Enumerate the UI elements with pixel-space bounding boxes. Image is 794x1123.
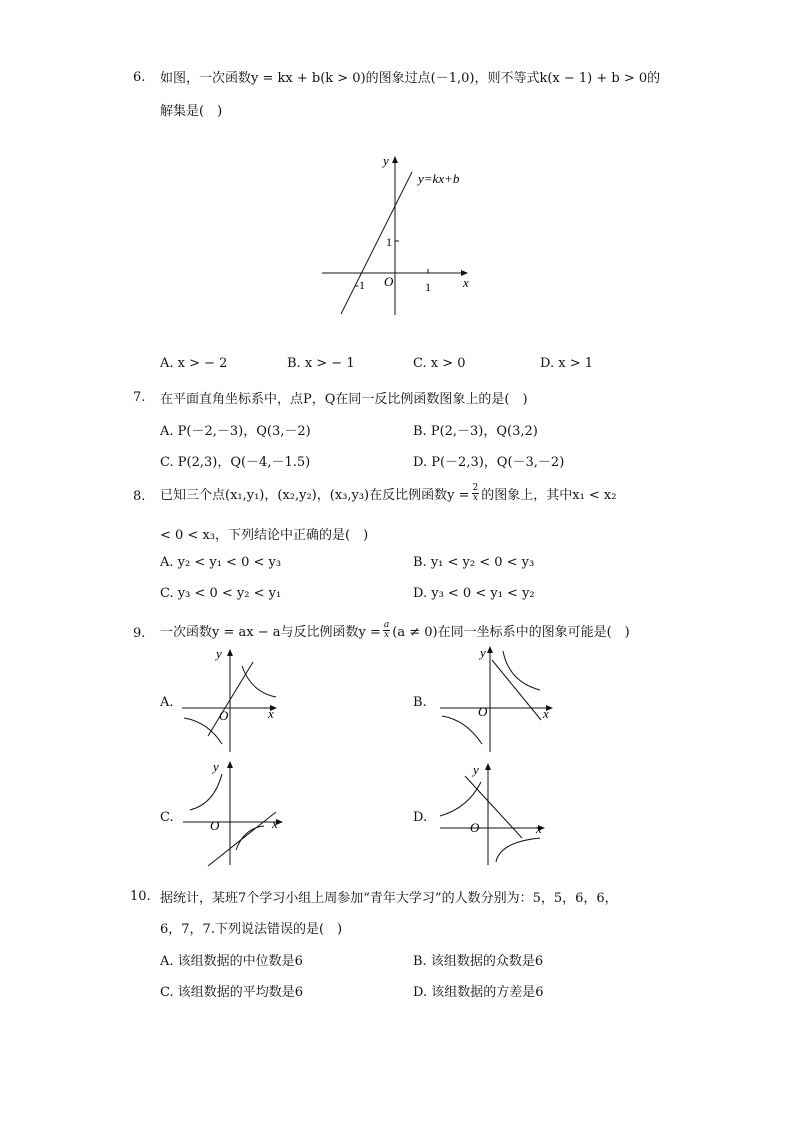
- line-label: y=kx+b: [418, 171, 460, 186]
- question-7-option-c[interactable]: C. P(2,3)，Q(－4,－1.5): [160, 455, 311, 470]
- question-6-stem-line2: 解集是( ): [160, 104, 223, 119]
- question-9-graph-d[interactable]: [0, 755, 794, 875]
- origin-label: O: [384, 274, 394, 289]
- question-6-stem-line1: 如图，一次函数y = kx + b(k > 0)的图象过点(－1,0)，则不等式k(x − 1) + b > 0的: [160, 71, 661, 86]
- question-9-option-d[interactable]: D.: [413, 810, 428, 825]
- tick-label-neg-1: -1: [355, 278, 365, 292]
- svg-text:O: O: [478, 704, 488, 719]
- svg-text:x: x: [268, 706, 274, 721]
- fraction-numerator: a: [383, 620, 390, 630]
- question-7-option-a[interactable]: A. P(－2,－3)，Q(3,－2): [160, 424, 311, 439]
- tick-label-x-1: 1: [425, 280, 431, 294]
- question-9-option-b[interactable]: B.: [413, 695, 427, 710]
- question-10-option-a[interactable]: A. 该组数据的中位数是6: [160, 954, 303, 969]
- question-7-option-b[interactable]: B. P(2,－3)，Q(3,2): [413, 424, 538, 439]
- svg-text:O: O: [210, 818, 220, 833]
- svg-text:x: x: [543, 706, 549, 721]
- question-9-stem: [160, 621, 630, 640]
- question-10-stem-line2: 6，7，7.下列说法错误的是( ): [160, 922, 343, 937]
- fraction: [383, 621, 390, 640]
- question-8-option-a[interactable]: A. y₂ < y₁ < 0 < y₃: [160, 555, 282, 570]
- question-10-option-b[interactable]: B. 该组数据的众数是6: [413, 954, 544, 969]
- question-7-stem: 在平面直角坐标系中，点P，Q在同一反比例函数图象上的是( ): [160, 392, 528, 407]
- question-8-stem-part2: 的图象上，其中x₁ < x₂: [481, 488, 617, 503]
- question-9-graph-b[interactable]: [0, 640, 794, 760]
- question-8-option-d[interactable]: D. y₃ < 0 < y₁ < y₂: [413, 586, 535, 601]
- question-8-stem-line1: [160, 484, 616, 503]
- tick-label-y-1: 1: [386, 235, 392, 249]
- fraction-numerator: 2: [472, 483, 479, 493]
- question-10-stem-line1: 据统计，某班7个学习小组上周参加“青年大学习”的人数分别为：5，5，6，6，: [160, 891, 618, 906]
- svg-text:O: O: [470, 820, 480, 835]
- question-6-number: 6.: [133, 70, 146, 85]
- svg-text:O: O: [219, 708, 229, 723]
- question-8-stem-line2: < 0 < x₃，下列结论中正确的是( ): [160, 528, 369, 543]
- question-6-option-d[interactable]: D. x > 1: [540, 356, 593, 371]
- x-axis-label: x: [463, 275, 469, 290]
- question-7-number: 7.: [133, 390, 146, 405]
- question-6-option-c[interactable]: C. x > 0: [413, 356, 466, 371]
- svg-text:x: x: [272, 816, 278, 831]
- question-8-option-c[interactable]: C. y₃ < 0 < y₂ < y₁: [160, 586, 282, 601]
- graph-line: [341, 172, 412, 314]
- question-6-option-b[interactable]: B. x > − 1: [287, 356, 355, 371]
- fraction: [472, 484, 480, 503]
- svg-text:y: y: [473, 762, 479, 777]
- question-6-figure: [0, 150, 794, 330]
- question-8-number: 8.: [133, 489, 146, 504]
- svg-text:y: y: [480, 645, 486, 660]
- question-9-stem-part2: (a ≠ 0)在同一坐标系中的图象可能是( ): [392, 625, 630, 640]
- question-10-number: 10.: [130, 889, 151, 904]
- question-10-option-d[interactable]: D. 该组数据的方差是6: [413, 985, 544, 1000]
- fraction-denominator: x: [384, 630, 390, 640]
- fraction-denominator: x: [472, 493, 478, 503]
- svg-text:y: y: [213, 759, 219, 774]
- question-6-option-a[interactable]: A. x > − 2: [160, 356, 228, 371]
- question-9-option-c[interactable]: C.: [160, 810, 174, 825]
- question-9-stem-part1: 一次函数y = ax − a与反比例函数y =: [160, 625, 381, 640]
- question-8-stem-part1: 已知三个点(x₁,y₁)，(x₂,y₂)，(x₃,y₃)在反比例函数y =: [160, 488, 470, 503]
- question-9-option-a[interactable]: A.: [160, 695, 174, 710]
- svg-text:y: y: [216, 646, 222, 661]
- svg-text:x: x: [536, 821, 542, 836]
- y-axis-label: y: [383, 153, 389, 168]
- question-8-option-b[interactable]: B. y₁ < y₂ < 0 < y₃: [413, 555, 535, 570]
- question-7-option-d[interactable]: D. P(－2,3)，Q(－3,－2): [413, 455, 565, 470]
- question-10-option-c[interactable]: C. 该组数据的平均数是6: [160, 985, 304, 1000]
- question-9-number: 9.: [133, 626, 146, 641]
